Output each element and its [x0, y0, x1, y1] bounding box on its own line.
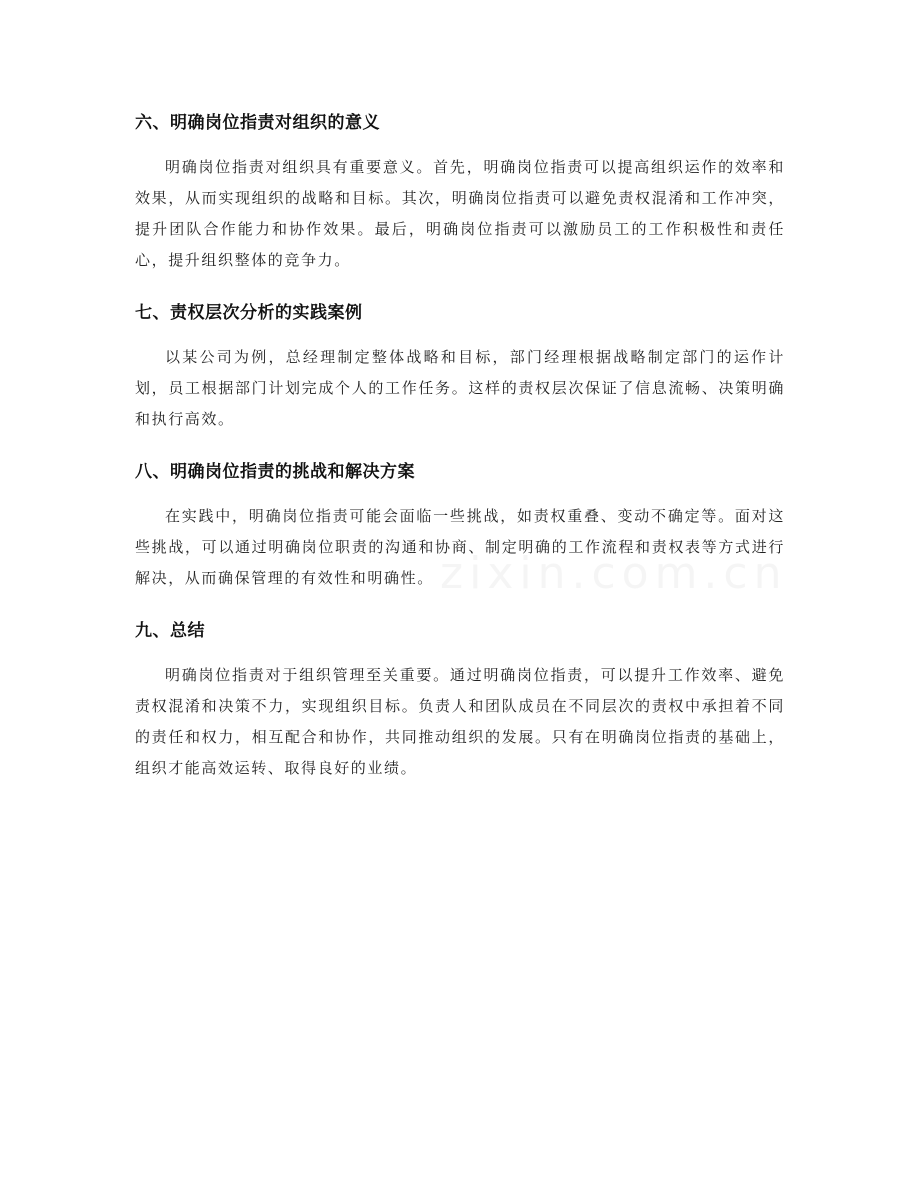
section-paragraph: 明确岗位指责对组织具有重要意义。首先，明确岗位指责可以提高组织运作的效率和效果，从而实现组织的战略和目标。其次，明确岗位指责可以避免责权混淆和工作冲突，提升团队合作能力和协作效果。最后，明确岗位指责可以激励员工的工作积极性和责任心，提升组织整体的竞争力。 — [135, 158, 785, 269]
section-paragraph: 在实践中，明确岗位指责可能会面临一些挑战，如责权重叠、变动不确定等。面对这些挑战，可以通过明确岗位职责的沟通和协商、制定明确的工作流程和责权表等方式进行解决，从而确保管理的有效性和明确性。 — [135, 507, 785, 587]
section-heading: 七、责权层次分析的实践案例 — [135, 303, 363, 323]
section-nine — [135, 612, 785, 784]
section-seven — [135, 294, 785, 435]
section-six — [135, 104, 785, 276]
section-paragraph: 以某公司为例，总经理制定整体战略和目标，部门经理根据战略制定部门的运作计划，员工根据部门计划完成个人的工作任务。这样的责权层次保证了信息流畅、决策明确和执行高效。 — [135, 348, 785, 428]
document-body — [135, 104, 785, 802]
section-heading: 六、明确岗位指责对组织的意义 — [135, 113, 380, 133]
section-eight — [135, 453, 785, 594]
section-heading: 九、总结 — [135, 621, 205, 641]
section-heading: 八、明确岗位指责的挑战和解决方案 — [135, 462, 415, 482]
watermark: zixin.com.cn — [440, 548, 788, 599]
section-paragraph: 明确岗位指责对于组织管理至关重要。通过明确岗位指责，可以提升工作效率、避免责权混淆和决策不力，实现组织目标。负责人和团队成员在不同层次的责权中承担着不同的责任和权力，相互配合和协作，共同推动组织的发展。只有在明确岗位指责的基础上，组织才能高效运转、取得良好的业绩。 — [135, 666, 785, 777]
